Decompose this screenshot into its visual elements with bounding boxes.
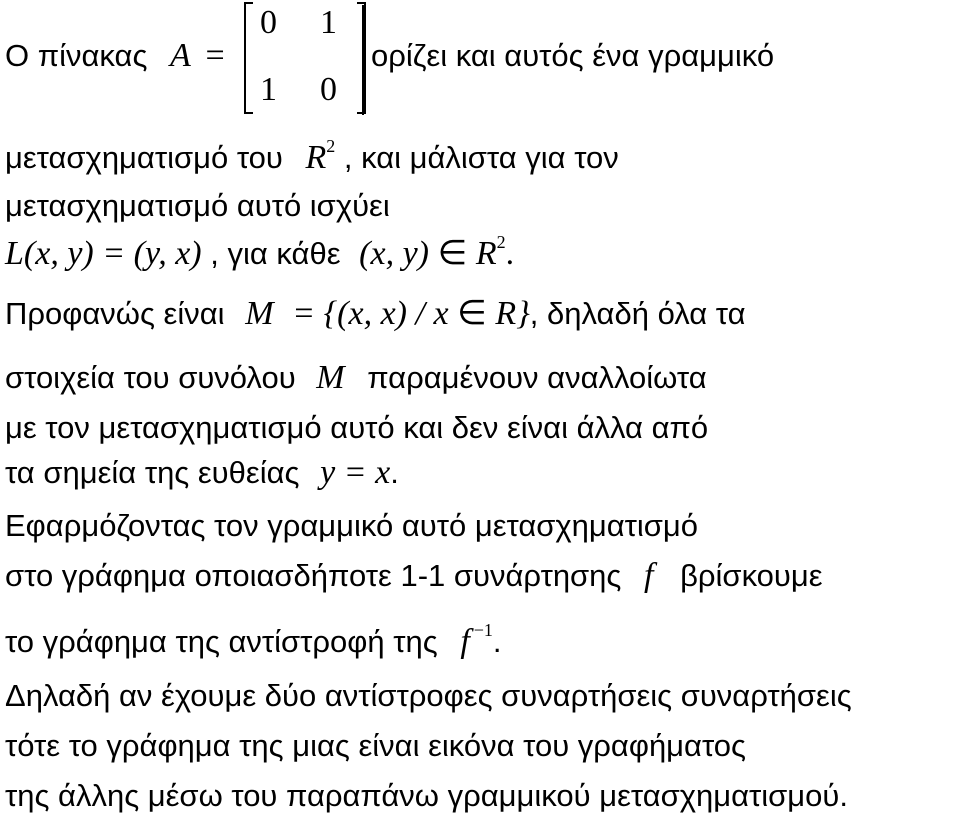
line-1-text-end: ορίζει και αυτός ένα γραμμικό: [371, 38, 775, 73]
line-11: [5, 620, 502, 664]
line-14: της άλλης μέσω του παραπάνω γραμμικού μετασχηματισμού.: [5, 778, 848, 813]
set-r-exponent: 2: [326, 136, 336, 156]
line-8-text: τα σημεία της ευθείας: [5, 455, 300, 490]
period: .: [505, 235, 515, 272]
line-1-text: Ο πίνακας: [5, 38, 148, 73]
set-m-definition: = {(x, x) / x: [292, 295, 449, 332]
line-6-text: στοιχεία του συνόλου: [5, 360, 296, 395]
line-10-text-end: βρίσκουμε: [680, 558, 823, 593]
set-m-definition-end: R}: [495, 295, 530, 332]
matrix-cell-b: 1: [320, 4, 337, 41]
line-6: [5, 360, 707, 396]
set-r: R: [305, 139, 327, 176]
line-5-text: Προφανώς είναι: [5, 296, 225, 331]
function-f: f: [644, 557, 654, 594]
line-11-text: το γράφημα της αντίστροφή της: [5, 624, 438, 659]
matrix: [244, 2, 366, 116]
line-7: με τον μετασχηματισμό αυτό και δεν είναι άλλα από: [5, 410, 709, 445]
pair-xy: (x, y): [359, 235, 429, 272]
set-r-exponent: 2: [496, 232, 506, 252]
matrix-cell-a: 0: [260, 4, 277, 41]
line-9: Εφαρμόζοντας τον γραμμικό αυτό μετασχηματισμό: [5, 508, 699, 543]
period: .: [390, 455, 399, 490]
line-1: [5, 37, 775, 74]
set-r: R: [475, 235, 497, 272]
line-equation: y = x: [320, 454, 391, 491]
period: .: [492, 624, 502, 659]
line-5-text-end: , δηλαδή όλα τα: [529, 296, 746, 331]
matrix-right-rule: [362, 5, 364, 115]
line-10: [5, 558, 823, 594]
line-6-text-end: παραμένουν αναλλοίωτα: [367, 360, 707, 395]
matrix-cell-c: 1: [260, 71, 277, 108]
line-2-text: μετασχηματισμό του: [5, 140, 283, 175]
line-13: τότε το γράφημα της μιας είναι εικόνα του γραφήματος: [5, 728, 746, 763]
line-2: [5, 136, 619, 180]
inverse-exponent: −1: [473, 620, 493, 640]
line-3: μετασχηματισμό αυτό ισχύει: [5, 188, 390, 223]
line-5: [5, 296, 746, 332]
matrix-left-bracket: [244, 2, 253, 114]
line-4-text: , για κάθε: [210, 236, 341, 271]
element-of-symbol: ∈: [457, 295, 487, 332]
line-10-text: στο γράφημα οποιασδήποτε 1-1 συνάρτησης: [5, 558, 622, 593]
line-2-text-end: , και μάλιστα για τον: [343, 140, 619, 175]
function-f: f: [460, 623, 470, 660]
line-8: [5, 455, 399, 491]
matrix-cell-d: 0: [320, 71, 337, 108]
set-m: M: [316, 359, 345, 396]
matrix-variable: A: [170, 37, 191, 74]
element-of-symbol: ∈: [437, 235, 468, 272]
line-4: [5, 232, 515, 276]
line-12: Δηλαδή αν έχουμε δύο αντίστροφες συναρτήσεις συναρτήσεις: [5, 678, 852, 713]
equals-sign: =: [205, 37, 225, 74]
mapping-formula: L(x, y) = (y, x): [5, 235, 202, 272]
set-m: M: [245, 295, 274, 332]
